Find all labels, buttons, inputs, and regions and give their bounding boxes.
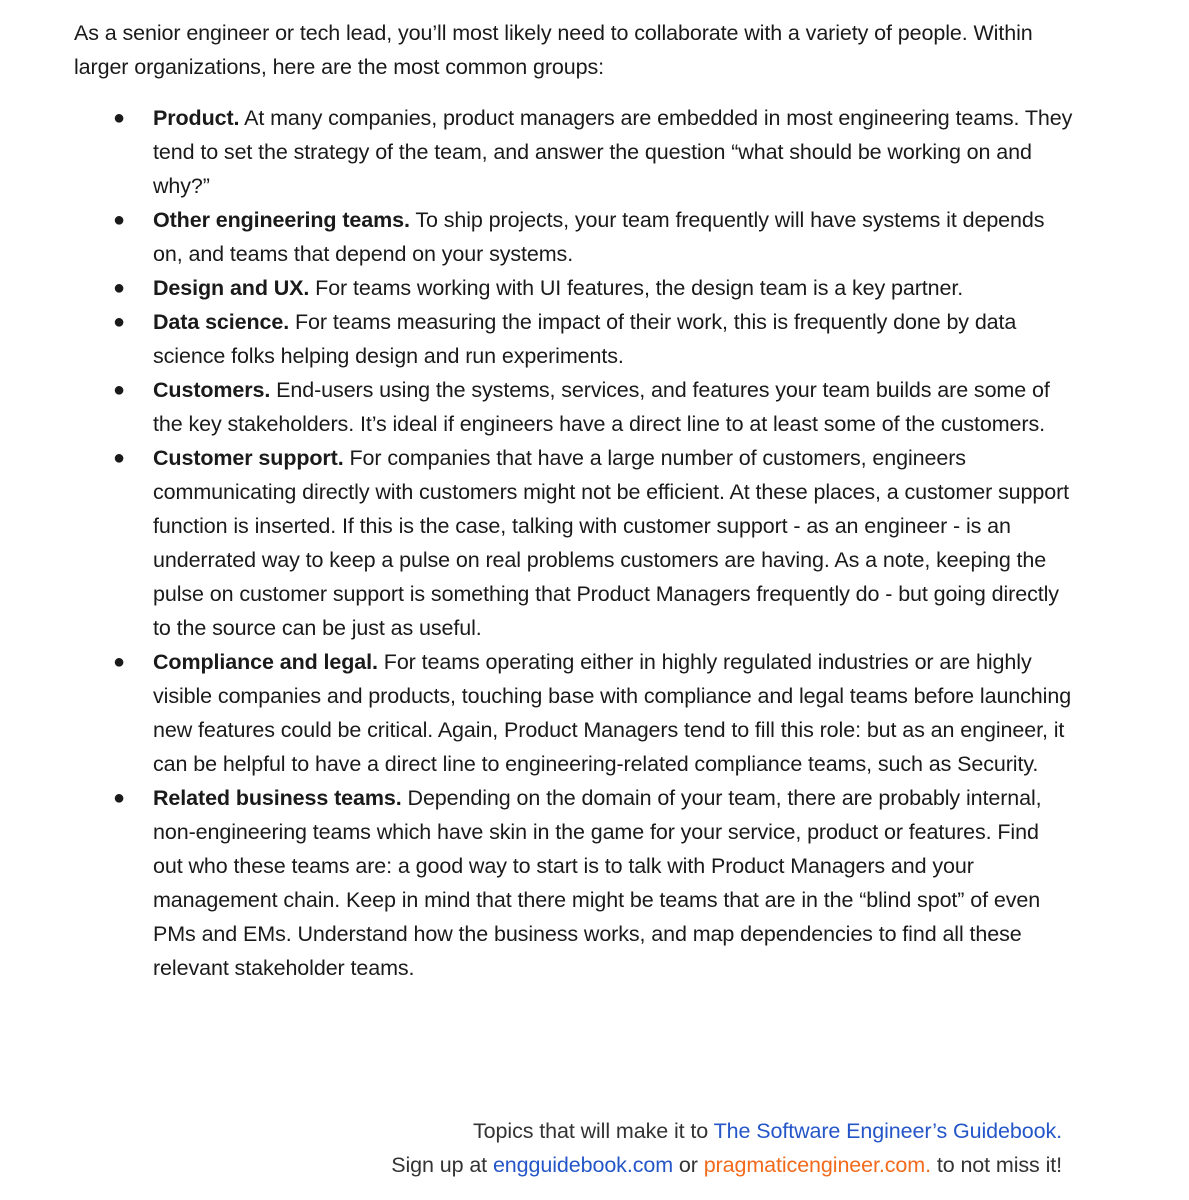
stakeholder-list <box>74 101 1074 985</box>
bullet-icon: ● <box>113 209 125 231</box>
bullet-icon: ● <box>113 787 125 809</box>
item-title: Customers. <box>153 378 271 402</box>
item-title: Data science. <box>153 310 290 334</box>
item-text: For teams working with UI features, the design team is a key partner. <box>309 276 964 300</box>
item-title: Other engineering teams. <box>153 208 410 232</box>
list-item-related-business-teams <box>74 781 1074 985</box>
intro-paragraph: As a senior engineer or tech lead, you’ll most likely need to collaborate with a variety of people. Within larger organizations, here are the most common groups: <box>74 21 1033 79</box>
footer-promo <box>391 1114 1062 1182</box>
list-item-other-engineering-teams <box>74 203 1074 271</box>
item-title: Customer support. <box>153 446 344 470</box>
guidebook-link[interactable]: The Software Engineer’s Guidebook. <box>713 1119 1062 1143</box>
item-text: For companies that have a large number of customers, engineers communicating directly with customers might not be efficient. At these places, a customer support function is inserted. If this is the case, talking with customer support - as an engineer - is an underrated way to keep a pulse on real problems customers are having. As a note, keeping the pulse on customer support is something that Product Managers frequently do - but going directly to the source can be just as useful. <box>153 446 1070 640</box>
list-item-data-science <box>74 305 1074 373</box>
engguidebook-link[interactable]: engguidebook.com <box>492 1153 674 1177</box>
bullet-icon: ● <box>113 277 125 299</box>
item-text: For teams operating either in highly regulated industries or are highly visible companies and products, touching base with compliance and legal teams before launching new features could be critical. Again, Product Managers tend to fill this role: but as an engineer, it can be helpful to have a direct line to engineering-related compliance teams, such as Security. <box>153 650 1072 776</box>
bullet-icon: ● <box>113 447 125 469</box>
bullet-icon: ● <box>113 311 125 333</box>
footer-line-guidebook <box>391 1114 1062 1148</box>
item-text: At many companies, product managers are embedded in most engineering teams. They tend to set the strategy of the team, and answer the question “what should be working on and why?” <box>153 106 1073 198</box>
list-item-customers <box>74 373 1074 441</box>
item-text: End-users using the systems, services, and features your team builds are some of the key stakeholders. It’s ideal if engineers have a direct line to at least some of the customers. <box>153 378 1050 436</box>
footer-text: or <box>673 1153 704 1177</box>
footer-text: Topics that will make it to <box>473 1119 714 1143</box>
list-item-product <box>74 101 1074 203</box>
footer-text: Sign up at <box>391 1153 493 1177</box>
item-title: Design and UX. <box>153 276 310 300</box>
item-text: Depending on the domain of your team, there are probably internal, non-engineering teams which have skin in the game for your service, product or features. Find out who these teams are: a good way to start is to talk with Product Managers and your management chain. Keep in mind that there might be teams that are in the “blind spot” of even PMs and EMs. Understand how the business works, and map dependencies to find all these relevant stakeholder teams. <box>153 786 1042 980</box>
list-item-compliance-and-legal <box>74 645 1074 781</box>
footer-line-signup <box>391 1148 1062 1182</box>
item-text: To ship projects, your team frequently will have systems it depends on, and teams that depend on your systems. <box>153 208 1045 266</box>
pragmaticengineer-link[interactable]: pragmaticengineer.com. <box>703 1153 931 1177</box>
bullet-icon: ● <box>113 379 125 401</box>
item-title: Related business teams. <box>153 786 402 810</box>
list-item-customer-support <box>74 441 1074 645</box>
article <box>74 16 1074 985</box>
bullet-icon: ● <box>113 107 125 129</box>
item-text: For teams measuring the impact of their work, this is frequently done by data science folks helping design and run experiments. <box>153 310 1017 368</box>
footer-text: to not miss it! <box>930 1153 1062 1177</box>
item-title: Compliance and legal. <box>153 650 378 674</box>
bullet-icon: ● <box>113 651 125 673</box>
list-item-design-and-ux <box>74 271 1074 305</box>
item-title: Product. <box>153 106 240 130</box>
